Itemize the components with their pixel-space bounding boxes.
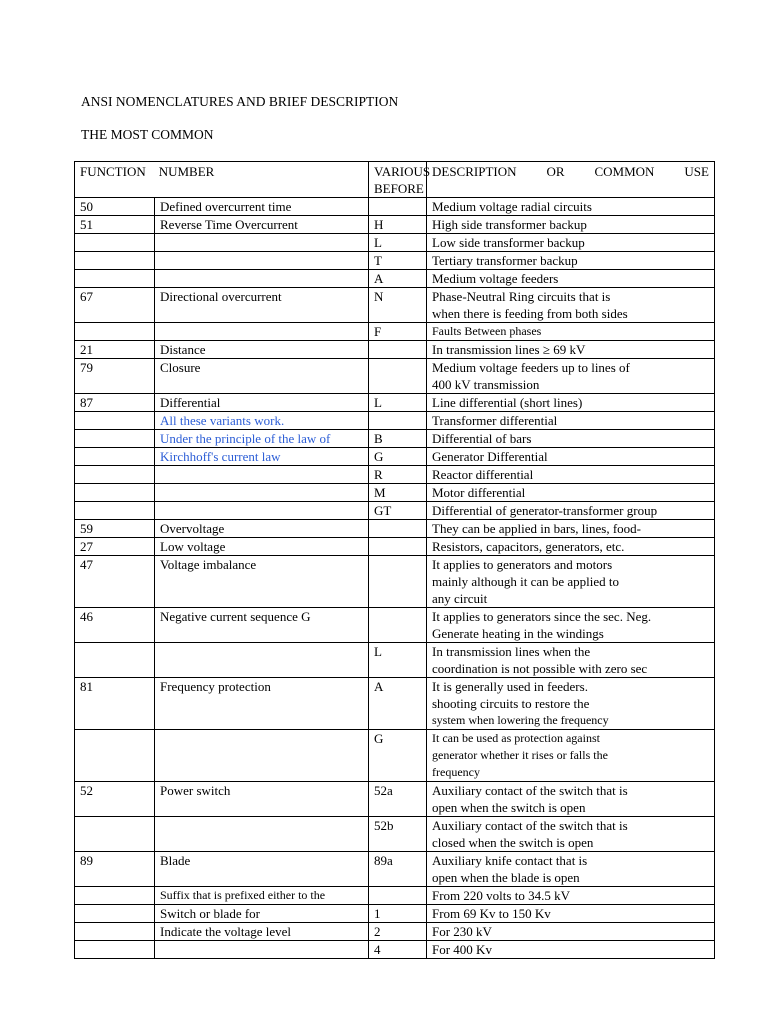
suffix-cell: 89a: [369, 852, 427, 887]
function-name-cell: Distance: [155, 341, 369, 359]
suffix-cell: [369, 556, 427, 608]
suffix-cell: 52a: [369, 782, 427, 817]
function-name-cell: [155, 643, 369, 678]
function-number-cell: [75, 502, 155, 520]
description-cell: [427, 643, 715, 678]
function-number-cell: 50: [75, 198, 155, 216]
suffix-cell: G: [369, 730, 427, 782]
description-cell: [427, 817, 715, 852]
description-line: shooting circuits to restore the: [432, 696, 590, 711]
description-cell: [427, 556, 715, 608]
description-cell: [427, 394, 715, 412]
description-line: frequency: [432, 765, 480, 779]
function-number-cell: 51: [75, 216, 155, 234]
table-row: [75, 430, 715, 448]
function-name-cell: Kirchhoff's current law: [155, 448, 369, 466]
description-cell: [427, 608, 715, 643]
suffix-cell: M: [369, 484, 427, 502]
function-number-cell: [75, 430, 155, 448]
description-line: generator whether it rises or falls the: [432, 748, 608, 762]
suffix-cell: [369, 520, 427, 538]
table-row: [75, 782, 715, 817]
function-name-cell: [155, 466, 369, 484]
description-line: any circuit: [432, 591, 488, 606]
function-name-cell: Blade: [155, 852, 369, 887]
description-line: Generate heating in the windings: [432, 626, 604, 641]
table-row: [75, 198, 715, 216]
description-line: closed when the switch is open: [432, 835, 594, 850]
description-line: For 400 Kv: [432, 942, 492, 957]
function-name-cell: Negative current sequence G: [155, 608, 369, 643]
table-row: [75, 730, 715, 782]
description-line: Faults Between phases: [432, 324, 542, 338]
table-row: [75, 887, 715, 905]
function-name-cell: Power switch: [155, 782, 369, 817]
ansi-table: [74, 161, 715, 959]
function-number-cell: 46: [75, 608, 155, 643]
description-line: Motor differential: [432, 485, 526, 500]
description-cell: [427, 730, 715, 782]
table-row: [75, 643, 715, 678]
function-number-cell: 81: [75, 678, 155, 730]
table-row: [75, 252, 715, 270]
function-number-cell: [75, 270, 155, 288]
function-number-cell: 79: [75, 359, 155, 394]
function-name-cell: Differential: [155, 394, 369, 412]
suffix-cell: 4: [369, 941, 427, 959]
table-row: [75, 234, 715, 252]
suffix-cell: R: [369, 466, 427, 484]
description-line: Auxiliary contact of the switch that is: [432, 783, 628, 798]
header-description-word: COMMON: [594, 164, 655, 179]
table-row: [75, 359, 715, 394]
function-number-cell: 89: [75, 852, 155, 887]
function-number-cell: [75, 466, 155, 484]
description-line: Differential of generator-transformer group: [432, 503, 658, 518]
function-name-cell: Switch or blade for: [155, 905, 369, 923]
description-cell: [427, 941, 715, 959]
function-number-cell: [75, 484, 155, 502]
function-name-cell: Indicate the voltage level: [155, 923, 369, 941]
table-row: [75, 394, 715, 412]
table-row: [75, 905, 715, 923]
function-number-cell: [75, 941, 155, 959]
description-cell: [427, 198, 715, 216]
description-cell: [427, 216, 715, 234]
header-various-before: [369, 162, 431, 198]
function-number-cell: 52: [75, 782, 155, 817]
table-row: [75, 520, 715, 538]
function-name-cell: Low voltage: [155, 538, 369, 556]
description-cell: [427, 484, 715, 502]
function-name-cell: Under the principle of the law of: [155, 430, 369, 448]
table-header-row: [75, 162, 715, 198]
table-row: [75, 341, 715, 359]
suffix-cell: [369, 538, 427, 556]
function-name-cell: [155, 817, 369, 852]
description-cell: [427, 448, 715, 466]
table-row: [75, 538, 715, 556]
table-row: [75, 941, 715, 959]
description-cell: [427, 412, 715, 430]
description-line: Tertiary transformer backup: [432, 253, 578, 268]
header-function-number: FUNCTION NUMBER: [75, 162, 369, 198]
suffix-cell: [369, 198, 427, 216]
description-line: Medium voltage radial circuits: [432, 199, 592, 214]
description-line: It applies to generators and motors: [432, 557, 613, 572]
function-name-cell: [155, 730, 369, 782]
function-number-cell: 59: [75, 520, 155, 538]
description-line: Generator Differential: [432, 449, 548, 464]
description-cell: [427, 905, 715, 923]
table-row: [75, 502, 715, 520]
suffix-cell: GT: [369, 502, 427, 520]
suffix-cell: N: [369, 288, 427, 323]
description-cell: [427, 430, 715, 448]
function-number-cell: 27: [75, 538, 155, 556]
function-number-cell: [75, 905, 155, 923]
function-number-cell: 21: [75, 341, 155, 359]
description-line: Phase-Neutral Ring circuits that is: [432, 289, 611, 304]
table-row: [75, 270, 715, 288]
function-name-cell: [155, 484, 369, 502]
header-description-word: USE: [684, 164, 709, 179]
function-number-cell: [75, 412, 155, 430]
suffix-cell: L: [369, 643, 427, 678]
description-line: Differential of bars: [432, 431, 532, 446]
suffix-cell: [369, 341, 427, 359]
description-cell: [427, 502, 715, 520]
description-line: Line differential (short lines): [432, 395, 583, 410]
header-description-word: OR: [546, 164, 565, 179]
description-line: In transmission lines when the: [432, 644, 591, 659]
function-name-cell: [155, 502, 369, 520]
description-line: Auxiliary contact of the switch that is: [432, 818, 628, 833]
description-line: From 69 Kv to 150 Kv: [432, 906, 551, 921]
function-number-cell: [75, 234, 155, 252]
function-name-cell: [155, 323, 369, 341]
table-row: [75, 852, 715, 887]
function-name-cell: Directional overcurrent: [155, 288, 369, 323]
header-description: [427, 162, 715, 198]
function-number-cell: [75, 923, 155, 941]
description-line: It applies to generators since the sec. Neg.: [432, 609, 652, 624]
suffix-cell: 1: [369, 905, 427, 923]
function-name-cell: Frequency protection: [155, 678, 369, 730]
table-row: [75, 817, 715, 852]
function-name-cell: [155, 941, 369, 959]
description-cell: [427, 923, 715, 941]
function-number-cell: [75, 323, 155, 341]
function-name-cell: Voltage imbalance: [155, 556, 369, 608]
description-line: It is generally used in feeders.: [432, 679, 588, 694]
function-name-cell: Reverse Time Overcurrent: [155, 216, 369, 234]
table-row: [75, 678, 715, 730]
function-name-cell: [155, 270, 369, 288]
description-cell: [427, 359, 715, 394]
description-line: They can be applied in bars, lines, food-: [432, 521, 642, 536]
function-number-cell: [75, 730, 155, 782]
suffix-cell: [369, 412, 427, 430]
suffix-cell: L: [369, 234, 427, 252]
table-row: [75, 556, 715, 608]
description-line: Resistors, capacitors, generators, etc.: [432, 539, 625, 554]
table-row: [75, 484, 715, 502]
table-row: [75, 923, 715, 941]
suffix-cell: B: [369, 430, 427, 448]
description-cell: [427, 288, 715, 323]
function-number-cell: [75, 448, 155, 466]
function-number-cell: 47: [75, 556, 155, 608]
description-line: system when lowering the frequency: [432, 713, 609, 727]
description-line: Medium voltage feeders: [432, 271, 559, 286]
description-line: Low side transformer backup: [432, 235, 585, 250]
header-before-label: BEFORE: [374, 181, 424, 196]
description-line: From 220 volts to 34.5 kV: [432, 888, 570, 903]
document-subtitle: THE MOST COMMON: [81, 127, 214, 142]
description-cell: [427, 782, 715, 817]
suffix-cell: [369, 608, 427, 643]
function-name-cell: All these variants work.: [155, 412, 369, 430]
header-various-label: VARIOUS: [374, 164, 431, 179]
function-name-cell: Overvoltage: [155, 520, 369, 538]
function-name-cell: [155, 234, 369, 252]
suffix-cell: F: [369, 323, 427, 341]
description-line: It can be used as protection against: [432, 731, 600, 745]
description-line: For 230 kV: [432, 924, 492, 939]
description-cell: [427, 678, 715, 730]
table-row: [75, 448, 715, 466]
suffix-cell: T: [369, 252, 427, 270]
description-line: Reactor differential: [432, 467, 534, 482]
suffix-cell: H: [369, 216, 427, 234]
description-cell: [427, 887, 715, 905]
suffix-cell: L: [369, 394, 427, 412]
function-number-cell: 87: [75, 394, 155, 412]
suffix-cell: G: [369, 448, 427, 466]
description-line: Auxiliary knife contact that is: [432, 853, 588, 868]
table-row: [75, 216, 715, 234]
description-line: In transmission lines ≥ 69 kV: [432, 342, 586, 357]
suffix-cell: 52b: [369, 817, 427, 852]
function-number-cell: [75, 887, 155, 905]
function-name-cell: Suffix that is prefixed either to the: [155, 887, 369, 905]
suffix-cell: A: [369, 270, 427, 288]
description-cell: [427, 341, 715, 359]
description-cell: [427, 852, 715, 887]
table-row: [75, 608, 715, 643]
description-cell: [427, 270, 715, 288]
description-line: when there is feeding from both sides: [432, 306, 628, 321]
description-line: Transformer differential: [432, 413, 558, 428]
table-row: [75, 412, 715, 430]
description-cell: [427, 520, 715, 538]
header-description-word: DESCRIPTION: [432, 164, 517, 179]
description-line: 400 kV transmission: [432, 377, 540, 392]
description-line: mainly although it can be applied to: [432, 574, 620, 589]
suffix-cell: [369, 359, 427, 394]
function-number-cell: 67: [75, 288, 155, 323]
table-row: [75, 288, 715, 323]
function-name-cell: [155, 252, 369, 270]
header-description-words: [432, 163, 709, 180]
description-cell: [427, 234, 715, 252]
description-cell: [427, 466, 715, 484]
suffix-cell: A: [369, 678, 427, 730]
function-number-cell: [75, 817, 155, 852]
description-line: Medium voltage feeders up to lines of: [432, 360, 630, 375]
description-line: coordination is not possible with zero sec: [432, 661, 648, 676]
suffix-cell: 2: [369, 923, 427, 941]
function-name-cell: Closure: [155, 359, 369, 394]
document-title: ANSI NOMENCLATURES AND BRIEF DESCRIPTION: [81, 94, 399, 109]
description-line: High side transformer backup: [432, 217, 587, 232]
table-row: [75, 323, 715, 341]
description-cell: [427, 252, 715, 270]
description-cell: [427, 323, 715, 341]
description-cell: [427, 538, 715, 556]
table-row: [75, 466, 715, 484]
suffix-cell: [369, 887, 427, 905]
function-name-cell: Defined overcurrent time: [155, 198, 369, 216]
function-number-cell: [75, 643, 155, 678]
function-number-cell: [75, 252, 155, 270]
description-line: open when the switch is open: [432, 800, 586, 815]
description-line: open when the blade is open: [432, 870, 580, 885]
